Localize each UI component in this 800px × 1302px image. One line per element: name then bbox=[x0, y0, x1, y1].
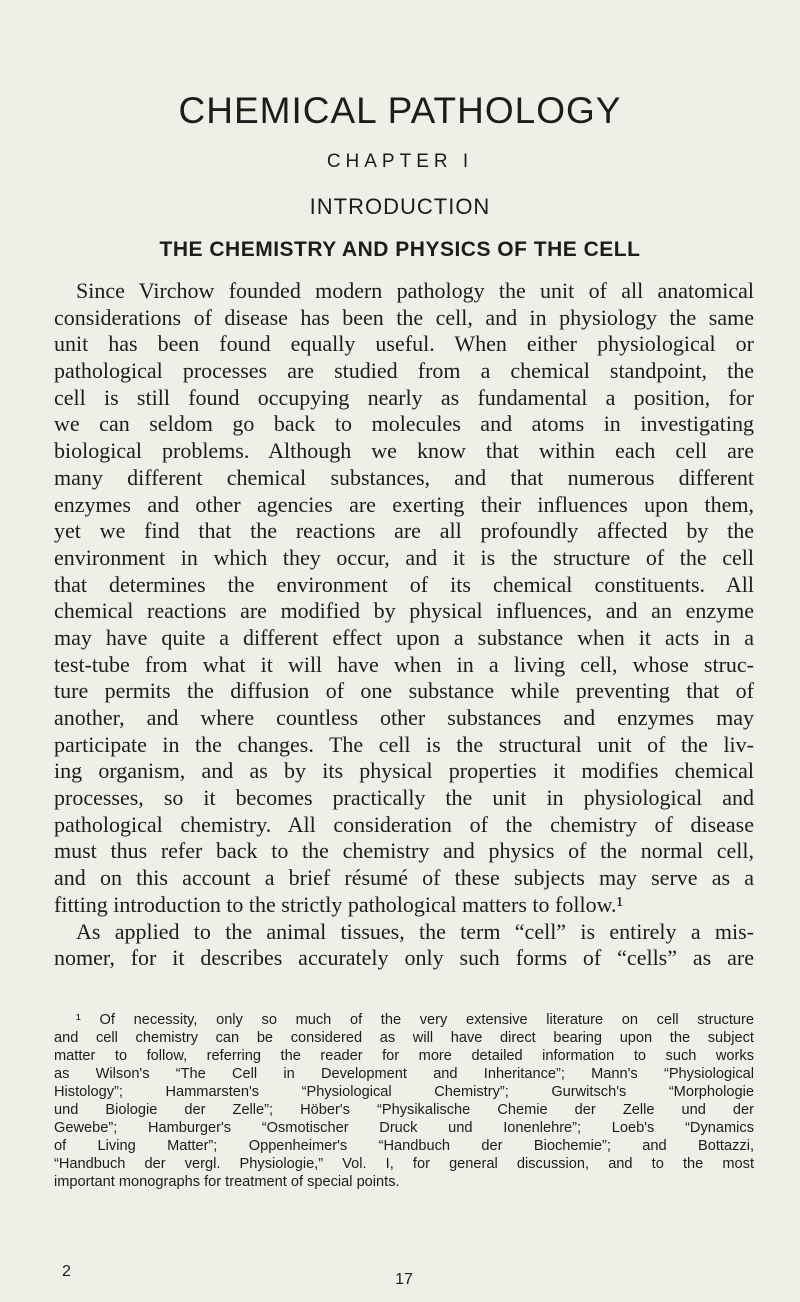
footnote-line: Histology”; Hammarsten's “Physiological Chemistry”; Gurwitsch's “Morphologie bbox=[54, 1084, 754, 1100]
body-line: nomer, for it describes accurately only such forms of “cells” as are bbox=[54, 945, 754, 971]
footnote-line: matter to follow, referring the reader for more detailed information to such works bbox=[54, 1048, 754, 1064]
body-line: considerations of disease has been the cell, and in physiology the same bbox=[54, 304, 754, 330]
body-line: another, and where countless other substances and enzymes may bbox=[54, 705, 754, 730]
chapter-title: INTRODUCTION bbox=[309, 194, 491, 219]
footnote-line: important monographs for treatment of special points. bbox=[54, 1174, 400, 1190]
body-line: biological problems. Although we know that within each cell are bbox=[54, 438, 754, 464]
body-line: we can seldom go back to molecules and atoms in investigating bbox=[54, 411, 754, 437]
footnote bbox=[54, 1011, 754, 1191]
body-line: ture permits the diffusion of one substance while preventing that of bbox=[54, 678, 754, 704]
body-line: ing organism, and as by its physical properties it modifies chemical bbox=[54, 758, 754, 784]
body-line: yet we find that the reactions are all profoundly affected by the bbox=[54, 518, 754, 544]
body-line: may have quite a different effect upon a substance when it acts in a bbox=[54, 624, 754, 650]
chapter-number: CHAPTER I bbox=[326, 151, 474, 172]
body-line: unit has been found equally useful. When either physiological or bbox=[54, 331, 754, 357]
body-text bbox=[54, 278, 754, 972]
body-line: pathological processes are studied from a chemical standpoint, the bbox=[54, 358, 754, 384]
body-line: Since Virchow founded modern pathology the unit of all anatomical bbox=[76, 278, 754, 303]
footnote-line: Gewebe”; Hamburger's “Osmotischer Druck und Ionenlehre”; Loeb's “Dynamics bbox=[54, 1120, 754, 1136]
body-line: test-tube from what it will have when in a living cell, whose struc- bbox=[54, 651, 754, 677]
body-line: participate in the changes. The cell is the structural unit of the liv- bbox=[54, 731, 754, 757]
footnote-line: of Living Matter”; Oppenheimer's “Handbuch der Biochemie”; and Bottazzi, bbox=[54, 1138, 754, 1154]
signature-mark: 2 bbox=[62, 1263, 71, 1280]
body-line: cell is still found occupying nearly as fundamental a position, for bbox=[54, 384, 754, 410]
body-line: must thus refer back to the chemistry and physics of the normal cell, bbox=[54, 838, 754, 864]
footnote-line: “Handbuch der vergl. Physiologie,” Vol. I, for general discussion, and to the most bbox=[54, 1156, 754, 1172]
body-line: environment in which they occur, and it is the structure of the cell bbox=[54, 544, 754, 570]
footnote-line: und Biologie der Zelle”; Höber's “Physikalische Chemie der Zelle und der bbox=[54, 1102, 754, 1118]
book-title: CHEMICAL PATHOLOGY bbox=[178, 90, 622, 131]
footnote-line: as Wilson's “The Cell in Development and Inheritance”; Mann's “Physiological bbox=[54, 1066, 754, 1082]
footnote-line: ¹ Of necessity, only so much of the very extensive literature on cell structure bbox=[76, 1012, 754, 1028]
page-number: 17 bbox=[395, 1271, 413, 1288]
body-line: many different chemical substances, and that numerous different bbox=[54, 464, 754, 490]
body-line: As applied to the animal tissues, the term “cell” is entirely a mis- bbox=[76, 918, 754, 944]
body-line: fitting introduction to the strictly pathological matters to follow.¹ bbox=[54, 891, 624, 917]
body-line: processes, so it becomes practically the unit in physiological and bbox=[54, 785, 754, 811]
body-line: pathological chemistry. All consideration of the chemistry of disease bbox=[54, 811, 754, 837]
footnote-line: and cell chemistry can be considered as will have direct bearing upon the subject bbox=[54, 1030, 754, 1046]
body-line: that determines the environment of its chemical constituents. All bbox=[54, 571, 754, 597]
body-line: chemical reactions are modified by physical influences, and an enzyme bbox=[54, 598, 754, 624]
section-title: THE CHEMISTRY AND PHYSICS OF THE CELL bbox=[159, 238, 641, 261]
body-line: enzymes and other agencies are exerting their influences upon them, bbox=[54, 491, 754, 517]
body-line: and on this account a brief résumé of these subjects may serve as a bbox=[54, 865, 754, 891]
